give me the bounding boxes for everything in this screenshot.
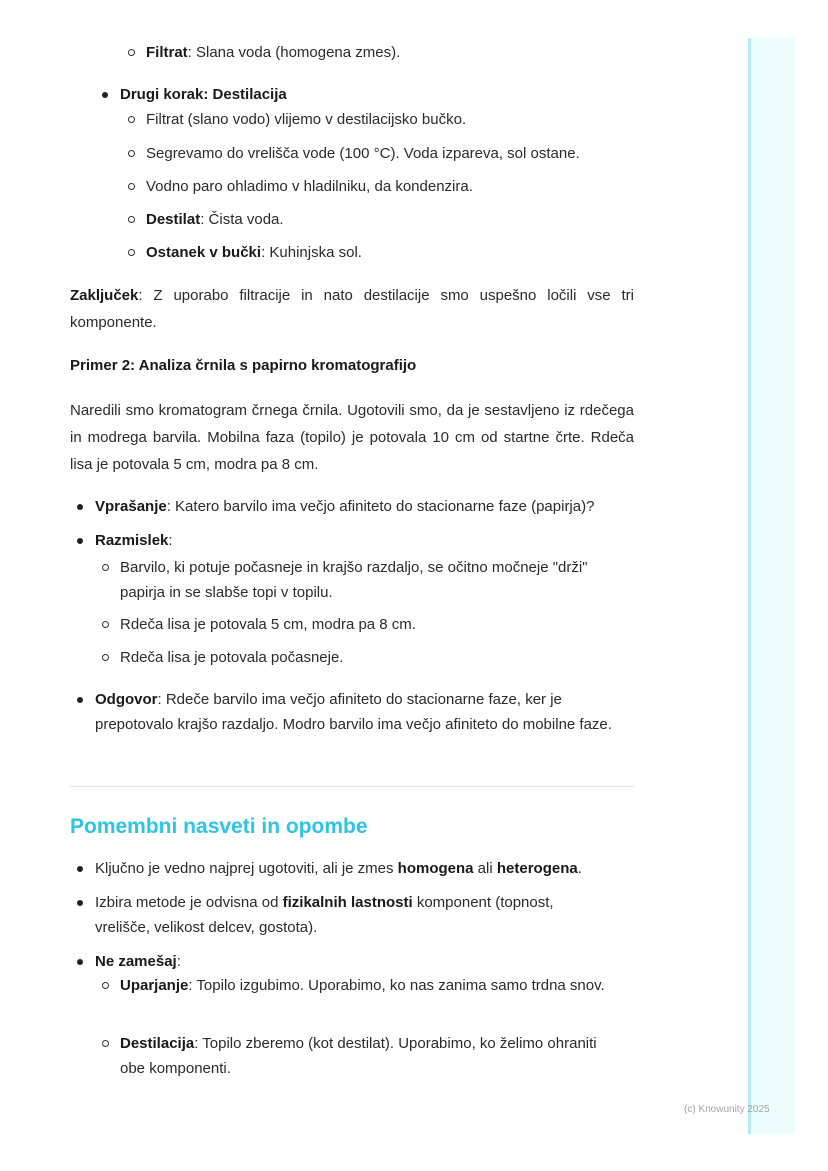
item-text: . (577, 860, 582, 877)
section-heading: Pomembni nasveti in opombe (70, 815, 368, 838)
item-text: : Katero barvilo ima večjo afiniteto do stacionarne faze (papirja)? (166, 498, 595, 515)
item-text: ali (473, 860, 497, 877)
term-destilat: Destilat (146, 211, 201, 228)
side-margin-bar (748, 38, 795, 1134)
term-fizikalne-lastnosti: fizikalnih lastnosti (282, 894, 413, 911)
item-text: Segrevamo do vrelišča vode (100 °C). Voda izpareva, sol ostane. (146, 145, 580, 162)
item-text: Izbira metode je odvisna od (95, 894, 283, 911)
list-item-step2 (120, 82, 287, 107)
list-item-destilat (146, 207, 626, 232)
item-text: Filtrat (slano vodo) vlijemo v destilacijsko bučko. (146, 111, 467, 128)
list-item (120, 612, 634, 637)
example-intro: Naredili smo kromatogram črnega črnila. Ugotovili smo, da je sestavljeno iz rdečega in modrega barvila. Mobilna faza (topilo) je potovala 10 cm od startne črte. Rdeča lisa je potovala 5 cm, modra pa 8 cm. (70, 402, 634, 473)
item-text: : Rdeče barvilo ima večjo afiniteto do stacionarne faze, ker je prepotovalo krajšo razdaljo. Modro barvilo ima večjo afiniteto do mobilne faze. (95, 691, 612, 733)
list-item (146, 141, 626, 166)
item-text: Vodno paro ohladimo v hladilniku, da kondenzira. (146, 178, 473, 195)
term-heterogena: heterogena (496, 860, 578, 877)
example-title: Primer 2: Analiza črnila s papirno kromatografijo (70, 357, 417, 374)
term-filtrat: Filtrat (146, 44, 188, 61)
list-item-tip (95, 949, 634, 974)
conclusion-paragraph (70, 282, 634, 336)
step2-title: Drugi korak: Destilacija (120, 86, 287, 103)
term-ne-zamesaj: Ne zamešaj (95, 953, 177, 970)
list-item-uparjanje (120, 973, 610, 998)
list-item-reflection (95, 528, 634, 553)
footer-copyright: (c) Knowunity 2025 (684, 1104, 770, 1115)
term-razmislek: Razmislek (95, 532, 169, 549)
item-text: : Topilo zberemo (kot destilat). Uporabimo, ko želimo ohraniti obe komponenti. (120, 1035, 597, 1077)
list-item (120, 555, 634, 605)
item-text: : Topilo izgubimo. Uporabimo, ko nas zanima samo trdna snov. (188, 977, 605, 994)
list-item (146, 107, 626, 132)
item-text: Ključno je vedno najprej ugotoviti, ali je zmes (95, 860, 398, 877)
list-item-destilacija (120, 1031, 600, 1081)
list-item (146, 174, 626, 199)
paragraph-text: : Z uporabo filtracije in nato destilacije smo uspešno ločili vse tri komponente. (70, 287, 634, 331)
list-item (120, 645, 634, 670)
divider (70, 786, 634, 787)
item-text: : Kuhinjska sol. (261, 244, 362, 261)
item-text: Barvilo, ki potuje počasneje in krajšo razdaljo, se očitno močneje "drži" papirja in se slabše topi v topilu. (120, 559, 588, 601)
item-text: : Čista voda. (200, 211, 284, 228)
list-item-tip (95, 890, 600, 940)
term-uparjanje: Uparjanje (120, 977, 189, 994)
item-text: komponent (topnost, vrelišče, velikost delcev, gostota). (95, 894, 554, 936)
item-text: : Slana voda (homogena zmes). (187, 44, 401, 61)
list-item-filtrat (146, 40, 626, 65)
list-item-tip (95, 856, 634, 881)
term-zakljucek: Zaključek (70, 287, 139, 304)
item-text: Rdeča lisa je potovala 5 cm, modra pa 8 cm. (120, 616, 416, 633)
item-text: : (176, 953, 181, 970)
list-item-answer (95, 687, 615, 737)
list-item-question (95, 494, 634, 519)
term-ostanek: Ostanek v bučki (146, 244, 262, 261)
term-odgovor: Odgovor (95, 691, 158, 708)
term-vprasanje: Vprašanje (95, 498, 167, 515)
item-text: Rdeča lisa je potovala počasneje. (120, 649, 344, 666)
list-item-ostanek (146, 240, 626, 265)
item-text: : (168, 532, 173, 549)
term-homogena: homogena (397, 860, 474, 877)
term-destilacija: Destilacija (120, 1035, 195, 1052)
